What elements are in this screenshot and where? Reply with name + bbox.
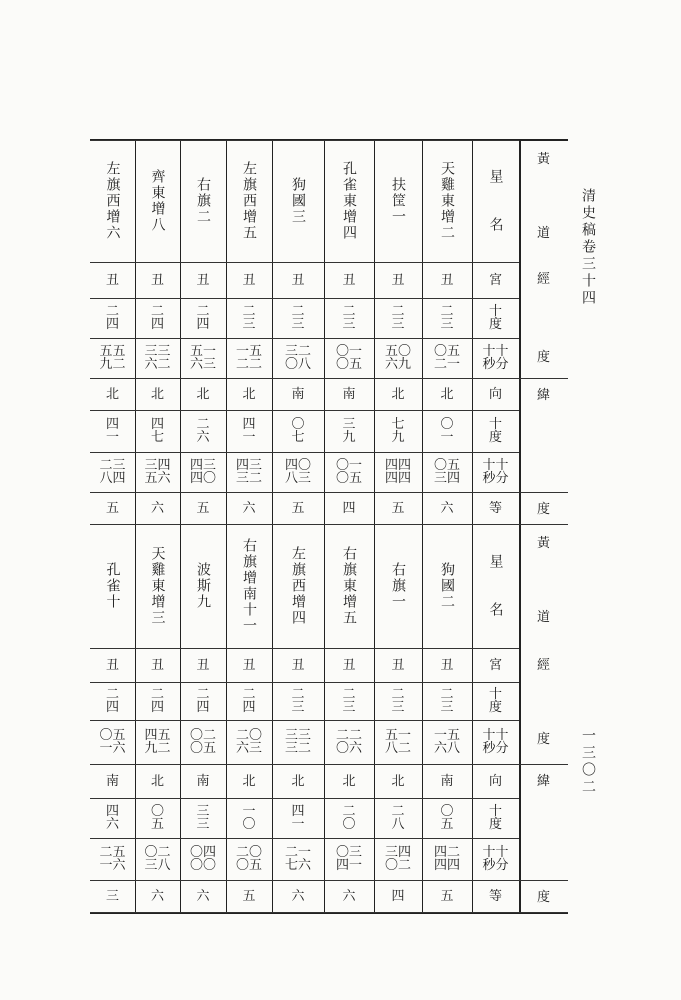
bottom-col4-dir: 北	[291, 773, 305, 789]
bottom-col3-name: 右旗東增五	[341, 546, 357, 626]
bottom-col5-gong: 丑	[242, 657, 256, 673]
bottom-category-0: 黃	[536, 535, 550, 551]
top-col5-mag: 六	[242, 500, 256, 516]
bottom-col4-minsec: 三三 三二	[284, 728, 311, 756]
bottom-col8-minsec: 〇五 一六	[99, 728, 126, 756]
bottom-col6-dir: 南	[196, 773, 210, 789]
bottom-col8-lat_deg: 四 六	[105, 804, 119, 832]
top-category-5: 度	[536, 501, 550, 517]
bottom-col8-deg: 二 四	[105, 687, 119, 715]
bottom-col6-name: 波斯九	[195, 562, 211, 610]
top-category-4: 緯	[536, 387, 550, 403]
bottom-col6-minsec: 〇二 〇五	[189, 728, 216, 756]
top-col8-name: 左旗西增六	[104, 161, 121, 241]
category-divider	[519, 880, 568, 881]
top-col5-name: 左旗西增五	[241, 161, 257, 241]
top-col8-deg: 二 四	[105, 304, 119, 332]
bottom-col6-deg: 二 四	[196, 687, 210, 715]
top-col6-mag: 五	[196, 500, 210, 516]
bottom-col5-mag: 五	[242, 888, 256, 904]
bottom-col6-lat_minsec: 〇四 〇〇	[189, 845, 216, 873]
top-row-label-0: 星 名	[487, 169, 504, 233]
top-col1-lat_minsec: 〇五 三四	[433, 458, 460, 486]
top-col4-lat_deg: 〇 七	[291, 417, 305, 445]
top-col3-deg: 二 三	[342, 304, 356, 332]
bottom-col7-gong: 丑	[150, 657, 164, 673]
bottom-category-5: 度	[536, 889, 550, 905]
top-col6-minsec: 五一 六三	[189, 344, 216, 372]
bottom-col2-lat_minsec: 三四 〇二	[384, 845, 411, 873]
bottom-col4-lat_minsec: 二一 七六	[284, 845, 311, 873]
bottom-col1-name: 狗國二	[439, 562, 455, 610]
top-category-1: 道	[536, 225, 550, 241]
top-col8-lat_deg: 四 一	[105, 417, 119, 445]
bottom-category-2: 經	[536, 657, 550, 673]
top-col2-name: 扶筐一	[390, 177, 406, 225]
bottom-col8-dir: 南	[105, 773, 119, 789]
bottom-col8-lat_minsec: 二五 一六	[99, 845, 126, 873]
top-col8-mag: 五	[105, 500, 119, 516]
bottom-col5-lat_minsec: 二〇 〇五	[235, 845, 262, 873]
top-col4-name: 狗國三	[290, 177, 306, 225]
bottom-col3-mag: 六	[342, 888, 356, 904]
top-row-label-4: 向	[488, 386, 502, 402]
bottom-col8-gong: 丑	[105, 657, 119, 673]
top-col1-lat_deg: 〇 一	[440, 417, 454, 445]
top-col3-gong: 丑	[342, 272, 356, 288]
top-col4-minsec: 三二 〇八	[284, 344, 311, 372]
top-col3-lat_deg: 三 九	[342, 417, 356, 445]
top-col5-dir: 北	[242, 386, 256, 402]
top-row-label-5: 十 度	[488, 417, 502, 445]
bottom-col7-deg: 二 四	[150, 687, 164, 715]
bottom-col1-mag: 五	[440, 888, 454, 904]
top-col3-name: 孔雀東增四	[341, 161, 357, 241]
bottom-col3-minsec: 二二 〇六	[335, 728, 362, 756]
top-col6-deg: 二 四	[196, 304, 210, 332]
top-col2-mag: 五	[391, 500, 405, 516]
top-row-label-2: 十 度	[488, 304, 502, 332]
top-col1-gong: 丑	[440, 272, 454, 288]
bottom-col2-name: 右旗一	[390, 562, 406, 610]
bottom-col7-lat_deg: 〇 五	[150, 804, 164, 832]
bottom-row-label-3: 十十 秒分	[482, 728, 509, 756]
bottom-col2-mag: 四	[391, 888, 405, 904]
bottom-col4-lat_deg: 四 一	[291, 804, 305, 832]
bottom-col1-gong: 丑	[440, 657, 454, 673]
top-col7-mag: 六	[150, 500, 164, 516]
top-category-3: 度	[536, 349, 550, 365]
top-col5-minsec: 一五 二二	[235, 344, 262, 372]
top-col6-lat_minsec: 四三 四〇	[189, 458, 216, 486]
top-row-label-1: 宮	[488, 272, 502, 288]
bottom-col2-dir: 北	[391, 773, 405, 789]
bottom-col8-name: 孔雀十	[104, 562, 121, 610]
bottom-col6-mag: 六	[196, 888, 210, 904]
top-col4-lat_minsec: 四〇 八三	[284, 458, 311, 486]
bottom-row-label-0: 星 名	[487, 554, 504, 618]
running-head: 清史稿卷三十四	[580, 188, 596, 307]
bottom-col5-deg: 二 四	[242, 687, 256, 715]
top-col2-gong: 丑	[391, 272, 405, 288]
bottom-col3-lat_deg: 二 〇	[342, 804, 356, 832]
top-col6-lat_deg: 二 六	[196, 417, 210, 445]
bottom-category-1: 道	[536, 609, 550, 625]
bottom-col4-deg: 二 三	[291, 687, 305, 715]
top-col5-deg: 二 三	[242, 304, 256, 332]
bottom-col1-lat_deg: 〇 五	[440, 804, 454, 832]
top-col5-gong: 丑	[242, 272, 256, 288]
bottom-row-label-7: 等	[488, 888, 502, 904]
bottom-col2-gong: 丑	[391, 657, 405, 673]
bottom-col4-gong: 丑	[291, 657, 305, 673]
top-col6-gong: 丑	[196, 272, 210, 288]
top-col2-dir: 北	[391, 386, 405, 402]
category-divider	[519, 378, 568, 379]
top-row-label-6: 十十 秒分	[482, 458, 509, 486]
top-col8-minsec: 五五 九二	[99, 344, 126, 372]
bottom-col7-name: 天雞東增三	[149, 546, 166, 626]
bottom-col3-gong: 丑	[342, 657, 356, 673]
bottom-col4-mag: 六	[291, 888, 305, 904]
top-col2-lat_deg: 七 九	[391, 417, 405, 445]
top-col7-name: 齊東增八	[149, 169, 166, 233]
bottom-col7-lat_minsec: 〇二 三八	[144, 845, 171, 873]
top-col7-minsec: 三三 六二	[144, 344, 171, 372]
bottom-row-label-5: 十 度	[488, 804, 502, 832]
top-col3-dir: 南	[342, 386, 356, 402]
block-divider	[90, 912, 568, 913]
top-row-label-7: 等	[488, 500, 502, 516]
bottom-category-4: 緯	[536, 773, 550, 789]
top-col7-gong: 丑	[150, 272, 164, 288]
top-col2-minsec: 五〇 六九	[384, 344, 411, 372]
top-col7-dir: 北	[150, 386, 164, 402]
bottom-col2-minsec: 五一 八二	[384, 728, 411, 756]
top-col7-lat_deg: 四 七	[150, 417, 164, 445]
bottom-col7-minsec: 四五 九二	[144, 728, 171, 756]
top-col8-gong: 丑	[105, 272, 119, 288]
top-col5-lat_deg: 四 一	[242, 417, 256, 445]
bottom-col5-minsec: 二〇 六三	[235, 728, 262, 756]
top-col3-minsec: 〇一 〇五	[335, 344, 362, 372]
top-col6-dir: 北	[196, 386, 210, 402]
bottom-col3-deg: 二 三	[342, 687, 356, 715]
top-col4-deg: 二 三	[291, 304, 305, 332]
top-row-label-3: 十十 秒分	[482, 344, 509, 372]
bottom-col3-lat_minsec: 〇三 四一	[335, 845, 362, 873]
bottom-col5-dir: 北	[242, 773, 256, 789]
top-col1-deg: 二 三	[440, 304, 454, 332]
bottom-col2-lat_deg: 二 八	[391, 804, 405, 832]
bottom-row-label-1: 宮	[488, 657, 502, 673]
top-col1-minsec: 〇五 二一	[433, 344, 460, 372]
top-col8-dir: 北	[105, 386, 119, 402]
bottom-col1-dir: 南	[440, 773, 454, 789]
bottom-col5-name: 右旗增南十一	[241, 538, 257, 634]
top-col6-name: 右旗二	[195, 177, 211, 225]
bottom-col3-dir: 北	[342, 773, 356, 789]
top-col1-mag: 六	[440, 500, 454, 516]
top-col3-lat_minsec: 〇一 〇五	[335, 458, 362, 486]
top-col4-mag: 五	[291, 500, 305, 516]
top-col2-deg: 二 三	[391, 304, 405, 332]
bottom-col5-lat_deg: 一 〇	[242, 804, 256, 832]
top-col1-dir: 北	[440, 386, 454, 402]
bottom-row-label-2: 十 度	[488, 687, 502, 715]
top-col7-deg: 二 四	[150, 304, 164, 332]
header-divider	[519, 140, 521, 912]
bottom-row-label-4: 向	[488, 773, 502, 789]
top-col3-mag: 四	[342, 500, 356, 516]
bottom-col6-lat_deg: 三 三	[196, 804, 210, 832]
top-category-2: 經	[536, 271, 550, 287]
bottom-col8-mag: 三	[105, 888, 119, 904]
top-col7-lat_minsec: 三四 五六	[144, 458, 171, 486]
category-divider	[519, 764, 568, 765]
bottom-col4-name: 左旗西增四	[290, 546, 306, 626]
top-col1-name: 天雞東增二	[439, 161, 455, 241]
top-col5-lat_minsec: 四三 三二	[235, 458, 262, 486]
top-col4-gong: 丑	[291, 272, 305, 288]
bottom-category-3: 度	[536, 731, 550, 747]
bottom-col1-minsec: 一五 六八	[433, 728, 460, 756]
bottom-row-label-6: 十十 秒分	[482, 845, 509, 873]
page-number: 一三〇二	[580, 728, 596, 796]
bottom-col2-deg: 二 三	[391, 687, 405, 715]
bottom-col1-lat_minsec: 四二 四四	[433, 845, 460, 873]
top-col4-dir: 南	[291, 386, 305, 402]
bottom-col1-deg: 二 三	[440, 687, 454, 715]
top-category-0: 黃	[536, 151, 550, 167]
bottom-col6-gong: 丑	[196, 657, 210, 673]
top-col2-lat_minsec: 四四 四四	[384, 458, 411, 486]
category-divider	[519, 492, 568, 493]
top-col8-lat_minsec: 二三 八四	[99, 458, 126, 486]
bottom-col7-mag: 六	[150, 888, 164, 904]
bottom-col7-dir: 北	[150, 773, 164, 789]
